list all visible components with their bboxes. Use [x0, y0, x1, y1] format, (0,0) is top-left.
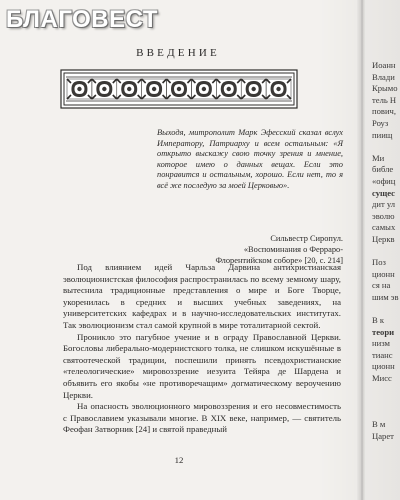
facing-page-line: [372, 246, 400, 258]
facing-page-line: пиищ: [372, 129, 393, 140]
facing-page-line: самых: [372, 222, 396, 233]
body-text: [63, 262, 341, 436]
facing-page-line: Роуз: [372, 117, 389, 128]
facing-page-line: Мисс: [372, 373, 392, 384]
facing-page-line: ционн: [372, 361, 395, 372]
facing-page-line: сущес: [372, 187, 395, 198]
facing-page-line: Крымо: [372, 83, 398, 94]
book-gutter: [357, 0, 366, 500]
facing-page-line: Церкв: [372, 233, 395, 244]
ornament-pattern: [67, 79, 291, 99]
facing-page-line: [372, 303, 400, 315]
paragraph: Проникло это пагубное учение и в ограду Православной Церкви. Богословы либерально-модернистского толка, не слишком искушённые в святоотеческой традиции, поспешили принять псевдохристианские «телеологические» мировоззрение иезуита Тейяра де Шардена и объявить его якобы «не противоречащим» догматическому вероучению Церкви.: [63, 331, 341, 400]
epigraph-author: Сильвестр Сиропул.: [270, 234, 343, 243]
chapter-heading: ВВЕДЕНИЕ: [136, 47, 220, 59]
facing-page-line: [372, 408, 400, 420]
facing-page-line: [372, 385, 400, 397]
facing-page-line: эволю: [372, 210, 395, 221]
facing-page-line: тианс: [372, 349, 393, 360]
facing-page-line: Влади: [372, 71, 395, 82]
facing-page-line: Ми: [372, 152, 385, 163]
epigraph-text: Выходя, митрополит Марк Эфесский сказал вслух Императору, Патриарху и всем остальным: «Я открыто выскажу свою точку зрения и мнение, которое имею о данных вещах. Если это понравится и остальным, хорошо. Если нет, то я всё же последую за моей Церковью».: [157, 128, 343, 190]
epigraph-source-line2: Флорентийском соборе» [20, с. 214]: [215, 255, 343, 265]
facing-page-line: Царет: [372, 431, 394, 441]
page-number: 12: [174, 455, 184, 465]
facing-page-line: В м: [372, 419, 386, 430]
facing-page-line: дит ул: [372, 199, 396, 210]
facing-page-line: теори: [372, 326, 395, 337]
facing-page-line: [372, 141, 400, 153]
facing-page-line: ся на: [372, 280, 391, 291]
facing-page-line: библе: [372, 164, 394, 175]
paragraph: На опасность эволюционного мировоззрения и его несовместимость с Православием указывали многие. В XIX веке, например, — святитель Феофан Затворник [24] и святой праведный: [63, 401, 341, 435]
paragraph: Под влиянием идей Чарльза Дарвина антихристианская эволюционистская философия распространилась по всему земному шару, вытеснила традиционные представления о мире и Боге Творце, укоренилась в средних и высших учебных заведениях, на университетских кафедрах и в научно-исследовательских институтах. Так эволюционизм стал самой крупной в мире тоталитарной сектой.: [63, 262, 341, 330]
facing-page-line: низм: [372, 338, 390, 349]
facing-page-line: тель Н: [372, 94, 397, 105]
facing-page-line: шим эв: [372, 291, 399, 302]
facing-page-line: «офиц: [372, 175, 396, 186]
facing-page-line: Иоанн: [372, 60, 396, 70]
facing-page-line: [372, 396, 400, 408]
facing-page-line: В к: [372, 315, 385, 326]
facing-page-line: Поз: [372, 257, 386, 268]
facing-page-line: пович,: [372, 106, 397, 117]
watermark-logo: БЛАГОВЕСТ: [6, 6, 159, 33]
facing-page-text: [372, 60, 400, 443]
facing-page-line: ционн: [372, 268, 395, 279]
epigraph-source-line1: «Воспоминания о Ферраро-: [243, 244, 343, 254]
ornament-banner-icon: [60, 69, 298, 109]
